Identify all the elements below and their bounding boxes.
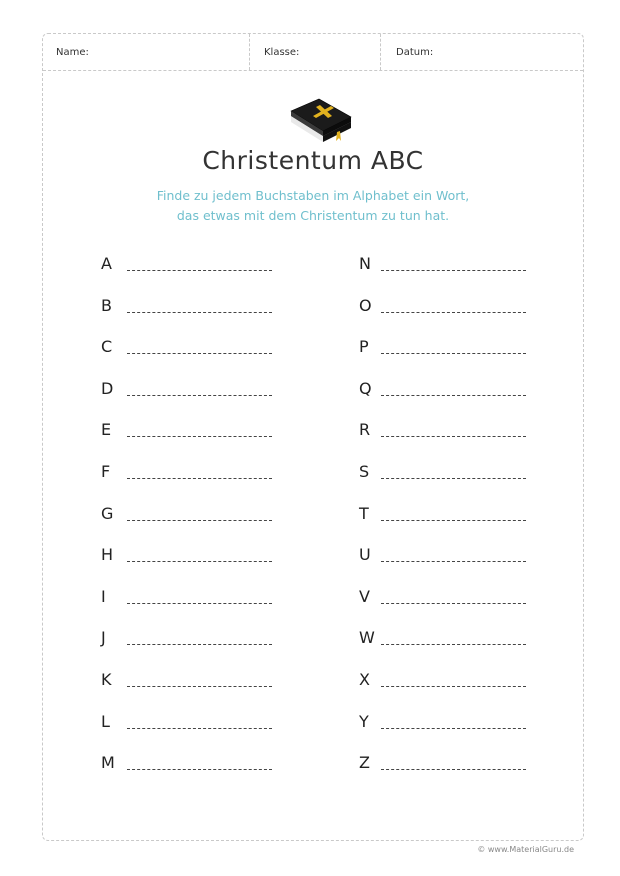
letter-label: J (101, 628, 106, 648)
letter-label: D (101, 378, 114, 398)
answer-line[interactable] (127, 769, 272, 770)
answer-line[interactable] (127, 728, 272, 729)
date-label: Datum: (396, 47, 434, 58)
letter-label: X (359, 669, 370, 689)
answer-line[interactable] (127, 436, 272, 437)
answer-line[interactable] (381, 395, 526, 396)
answer-line[interactable] (127, 478, 272, 479)
answer-line[interactable] (127, 312, 272, 313)
letter-label: L (101, 711, 110, 731)
letter-label: E (101, 420, 112, 440)
instruction-line-1: Finde zu jedem Buchstaben im Alphabet ein Wort, (156, 188, 470, 203)
answer-line[interactable] (127, 686, 272, 687)
date-field[interactable] (380, 34, 585, 70)
letter-label: W (359, 628, 375, 648)
answer-line[interactable] (381, 686, 526, 687)
answer-line[interactable] (127, 520, 272, 521)
letter-label: A (101, 254, 112, 273)
class-field[interactable] (249, 34, 380, 70)
answer-line[interactable] (127, 270, 272, 271)
answer-line[interactable] (127, 395, 272, 396)
letter-label: Q (359, 378, 372, 398)
answer-line[interactable] (381, 312, 526, 313)
answer-line[interactable] (381, 603, 526, 604)
answer-line[interactable] (127, 644, 272, 645)
name-field[interactable] (43, 34, 249, 70)
letter-label: C (101, 337, 113, 357)
letter-label: M (101, 753, 115, 773)
answer-line[interactable] (381, 436, 526, 437)
letter-label: N (359, 254, 371, 273)
letter-label: R (359, 420, 371, 440)
answer-line[interactable] (127, 353, 272, 354)
answer-line[interactable] (381, 644, 526, 645)
answer-line[interactable] (381, 353, 526, 354)
letter-label: I (101, 586, 106, 606)
answer-line[interactable] (381, 520, 526, 521)
letter-label: O (359, 295, 372, 315)
header-row (43, 34, 583, 71)
name-label: Name: (56, 47, 89, 58)
letter-label: G (101, 503, 114, 523)
letter-label: P (359, 337, 369, 357)
letter-label: T (359, 503, 369, 523)
answer-line[interactable] (127, 603, 272, 604)
bible-cross-icon (287, 92, 355, 144)
worksheet (42, 33, 584, 841)
instruction-line-2: das etwas mit dem Christentum zu tun hat. (176, 208, 450, 223)
class-label: Klasse: (264, 47, 300, 58)
letter-label: H (101, 545, 114, 565)
answer-line[interactable] (381, 769, 526, 770)
letter-label: V (359, 586, 370, 606)
answer-line[interactable] (381, 270, 526, 271)
letter-label: Z (359, 753, 370, 773)
page-title: Christentum ABC (202, 146, 424, 175)
letter-label: Y (359, 711, 369, 731)
letter-label: B (101, 295, 112, 315)
letter-label: U (359, 545, 371, 565)
copyright-footer: © www.MaterialGuru.de (477, 845, 574, 854)
answer-line[interactable] (381, 478, 526, 479)
letter-label: S (359, 461, 370, 481)
instructions (43, 186, 583, 226)
answer-line[interactable] (381, 561, 526, 562)
letter-label: K (101, 669, 112, 689)
letter-label: F (101, 461, 111, 481)
answer-line[interactable] (127, 561, 272, 562)
answer-line[interactable] (381, 728, 526, 729)
